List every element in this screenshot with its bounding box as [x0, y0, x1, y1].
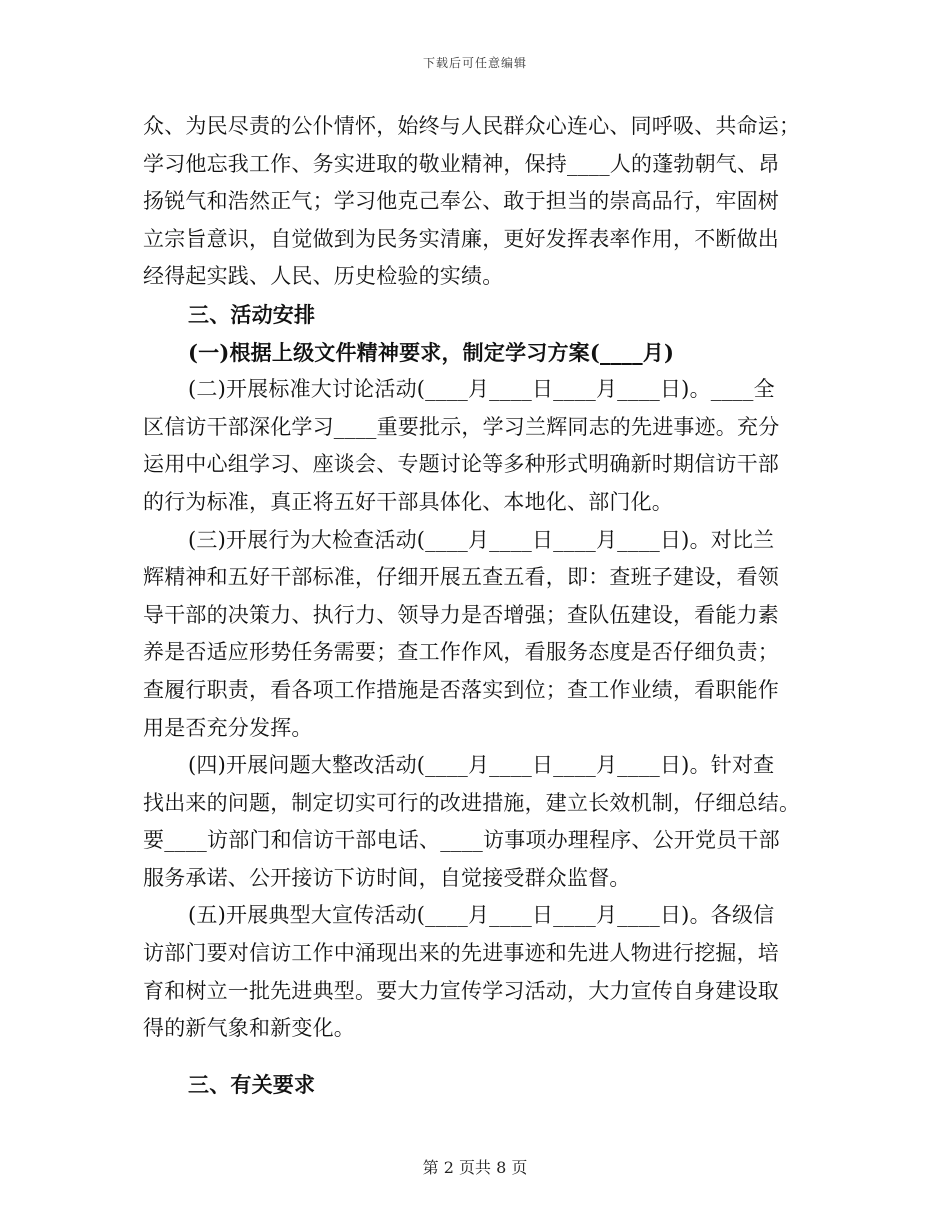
paragraph-line: 访部门要对信访工作中涌现出来的先进事迹和先进人物进行挖掘，培 [143, 941, 779, 966]
document-body [143, 108, 803, 1103]
paragraph-line: 扬锐气和浩然正气；学习他克己奉公、敢于担当的崇高品行，牢固树 [143, 189, 779, 214]
subsection-heading: (一)根据上级文件精神要求，制定学习方案(____月) [188, 339, 675, 365]
paragraph-line: 导干部的决策力、执行力、领导力是否增强；查队伍建设，看能力素 [143, 602, 779, 627]
section-heading: 三、活动安排 [188, 301, 316, 327]
paragraph-line: 养是否适应形势任务需要；查工作作风，看服务态度是否仔细负责； [143, 640, 779, 665]
paragraph-line: 的行为标准，真正将五好干部具体化、本地化、部门化。 [143, 489, 673, 514]
paragraph-line: (五)开展典型大宣传活动(____月____日____月____日)。各级信 [188, 903, 775, 928]
paragraph-line: 众、为民尽责的公仆情怀，始终与人民群众心连心、同呼吸、共命运； [143, 114, 801, 138]
paragraph-line: 育和树立一批先进典型。要大力宣传学习活动，大力宣传自身建设取 [143, 978, 779, 1003]
paragraph-line: (四)开展问题大整改活动(____月____日____月____日)。针对查 [188, 753, 775, 778]
page-footer: 第 2 页共 8 页 [422, 1158, 528, 1177]
page-header: 下载后可任意编辑 [422, 56, 527, 70]
paragraph-line: 要____访部门和信访干部电话、____访事项办理程序、公开党员干部 [143, 828, 780, 853]
paragraph-line: 服务承诺、公开接访下访时间，自觉接受群众监督。 [143, 865, 631, 890]
paragraph-line: 辉精神和五好干部标准，仔细开展五查五看，即：查班子建设，看领 [143, 565, 779, 590]
paragraph-line: 经得起实践、人民、历史检验的实绩。 [143, 264, 504, 289]
paragraph-line: 区信访干部深化学习____重要批示，学习兰辉同志的先进事迹。充分 [143, 414, 780, 439]
paragraph-line: 立宗旨意识，自觉做到为民务实清廉，更好发挥表率作用，不断做出 [143, 226, 779, 251]
paragraph-line: (二)开展标准大讨论活动(____月____日____月____日)。____全 [188, 377, 775, 402]
paragraph-line: (三)开展行为大检查活动(____月____日____月____日)。对比兰 [188, 527, 775, 552]
paragraph-line: 找出来的问题，制定切实可行的改进措施，建立长效机制，仔细总结。 [143, 790, 801, 815]
paragraph-line: 运用中心组学习、座谈会、专题讨论等多种形式明确新时期信访干部 [143, 452, 779, 477]
paragraph-line: 查履行职责，看各项工作措施是否落实到位；查工作业绩，看职能作 [143, 677, 779, 702]
paragraph-line: 用是否充分发挥。 [143, 715, 313, 740]
section-heading: 三、有关要求 [188, 1071, 316, 1097]
paragraph-line: 学习他忘我工作、务实进取的敬业精神，保持____人的蓬勃朝气、昂 [143, 151, 780, 176]
paragraph-line: 得的新气象和新变化。 [143, 1016, 355, 1041]
